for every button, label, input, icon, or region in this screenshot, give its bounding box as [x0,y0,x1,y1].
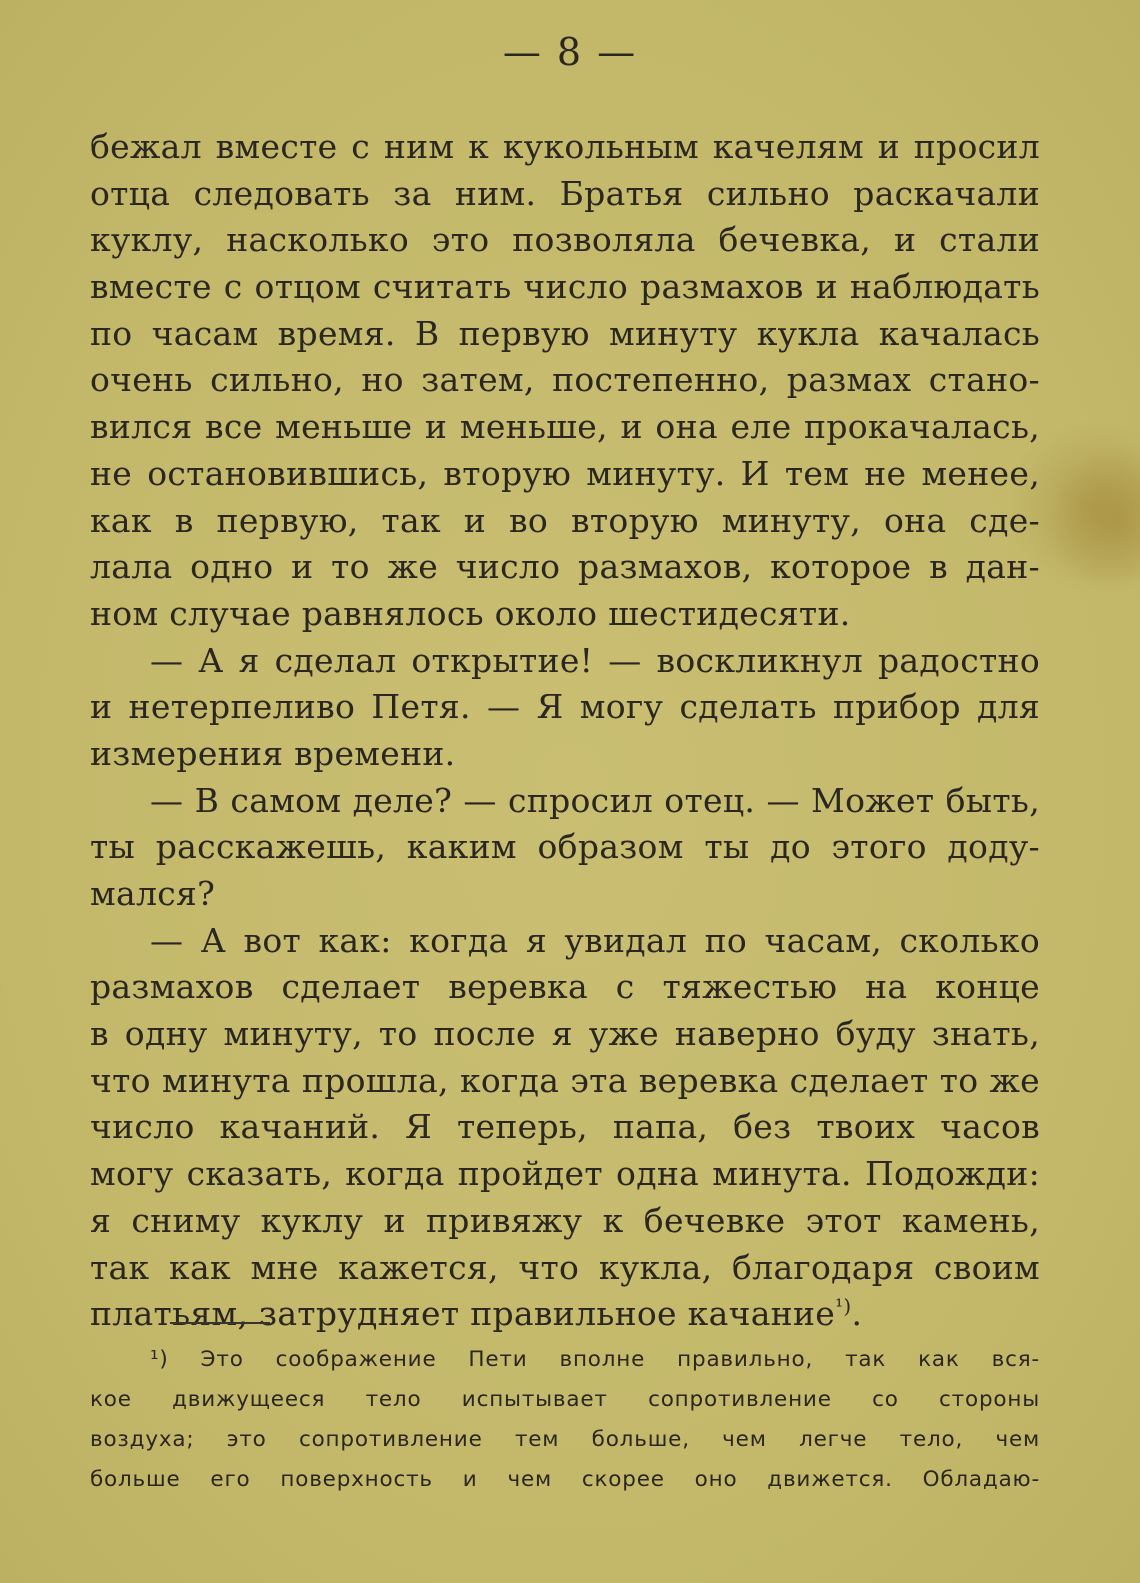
footnote-line: кое движущееся тело испытывает сопротивление со стороны [90,1387,1040,1412]
footnote-ref: ¹) [835,1294,852,1319]
text-line: — А вот как: когда я увидал по часам, сколько [150,920,1040,960]
text-line: я сниму куклу и привяжу к бечевке этот камень, [90,1200,1040,1240]
text-line: лала одно и то же число размахов, которое в дан- [90,547,1040,587]
text-line: так как мне кажется, что кукла, благодаря своим [90,1247,1040,1287]
page-number: — 8 — [502,30,638,74]
text-line: отца следовать за ним. Братья сильно раскачали [90,173,1040,213]
text-line: размахов сделает веревка с тяжестью на конце [90,967,1040,1007]
footnote-line: больше его поверхность и чем скорее оно движется. Обладаю- [90,1467,1040,1492]
body-text [90,124,1040,1338]
text-line: — В самом деле? — спросил отец. — Может быть, [150,780,1040,820]
text-line: как в первую, так и во вторую минуту, она сде- [90,500,1040,540]
text-line: по часам время. В первую минуту кукла качалась [90,313,1040,353]
text-line: число качаний. Я теперь, папа, без твоих часов [90,1107,1040,1147]
text-line: мался? [90,874,216,913]
text-line: очень сильно, но затем, постепенно, размах стано- [90,360,1040,400]
text-line: — А я сделал открытие! — воскликнул радостно [150,640,1040,680]
footnote-line: ¹) Это соображение Пети вполне правильно, так как вся- [150,1347,1040,1372]
sentence-end: . [851,1294,863,1334]
text-line: ты расскажешь, каким образом ты до этого доду- [90,827,1040,867]
text-line-with-footnote [90,1291,1040,1338]
text-line: измерения времени. [90,733,456,773]
footnote-marker [835,1294,851,1318]
text-line-content: платьям, затрудняет правильное качание [90,1294,836,1334]
footnote-line: воздуха; это сопротивление тем больше, чем легче тело, чем [90,1427,1040,1452]
text-line: вился все меньше и меньше, и она еле прокачалась, [90,407,1040,447]
text-line: и нетерпеливо Петя. — Я могу сделать прибор для [90,687,1040,727]
text-line: не остановившись, вторую минуту. И тем не менее, [90,453,1040,493]
text-line: в одну минуту, то после я уже наверно буду знать, [90,1014,1040,1054]
footnote [90,1340,1040,1500]
text-line: куклу, насколько это позволяла бечевка, и стали [90,220,1040,260]
footnote-divider [170,1322,270,1324]
text-line: что минута прошла, когда эта веревка сделает то же [90,1060,1040,1100]
text-line: вместе с отцом считать число размахов и наблюдать [90,267,1040,307]
text-line: ном случае равнялось около шестидесяти. [90,593,851,633]
paper-stain [1040,440,1140,600]
text-line: бежал вместе с ним к кукольным качелям и просил [90,127,1040,166]
text-line: могу сказать, когда пройдет одна минута. Подожди: [90,1154,1040,1194]
